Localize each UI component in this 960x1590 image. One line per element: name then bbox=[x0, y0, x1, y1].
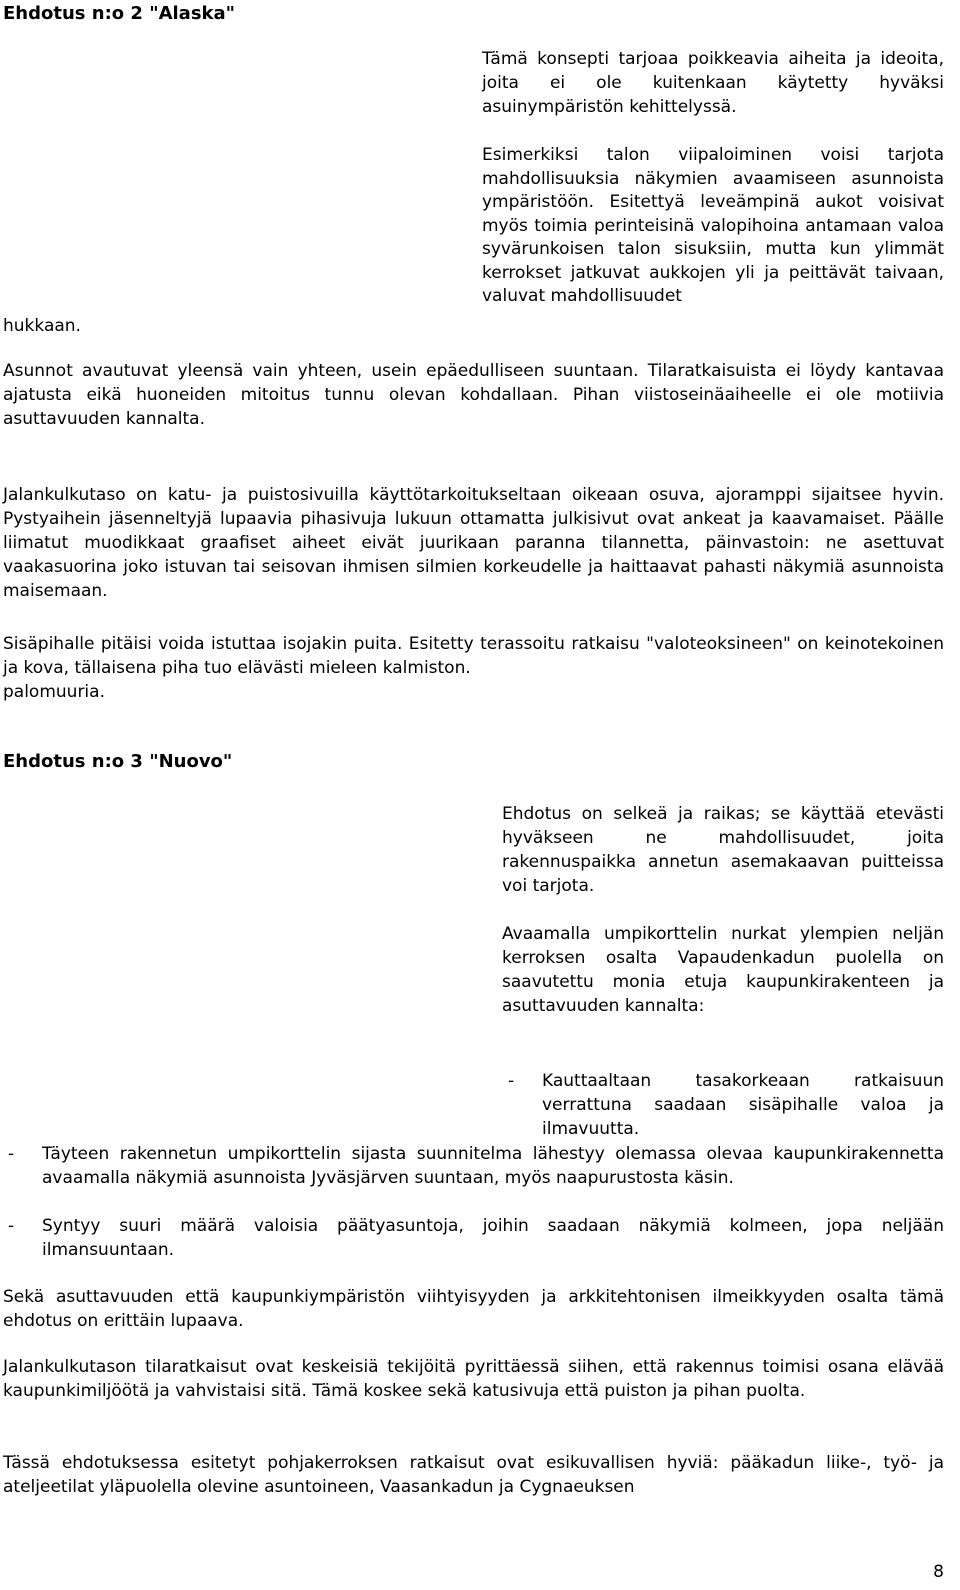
bullet-dash: - bbox=[508, 1071, 515, 1091]
page-number: 8 bbox=[933, 1562, 944, 1582]
paragraph-fragment: palomuuria. bbox=[3, 682, 105, 702]
paragraph: Ehdotus on selkeä ja raikas; se käyttää etevästi hyväkseen ne mahdollisuudet, joita rakennuspaikka annetun asemakaavan puitteissa voi tarjota. bbox=[502, 804, 944, 896]
paragraph: Sekä asuttavuuden että kaupunkiympäristön viihtyisyyden ja arkkitehtonisen ilmeikkyyden osalta tämä ehdotus on erittäin lupaava. bbox=[3, 1287, 944, 1331]
paragraph: Jalankulkutason tilaratkaisut ovat keskeisiä tekijöitä pyrittäessä siihen, että rakennus toimisi osana elävää kaupunkimiljöötä ja vahvistaisi sitä. Tämä koskee sekä katusivuja että puiston ja pihan puolta. bbox=[3, 1357, 944, 1401]
bullet-item bbox=[8, 1214, 944, 1262]
bullet-dash: - bbox=[8, 1144, 15, 1164]
bullet-item bbox=[508, 1069, 944, 1141]
paragraph-fragment: hukkaan. bbox=[3, 316, 81, 336]
bullet-text: Syntyy suuri määrä valoisia päätyasuntoja, joihin saadaan näkymiä kolmeen, jopa neljään ilmansuuntaan. bbox=[42, 1216, 944, 1260]
section-heading: Ehdotus n:o 2 "Alaska" bbox=[3, 3, 236, 24]
bullet-dash: - bbox=[8, 1216, 15, 1236]
paragraph: Esimerkiksi talon viipaloiminen voisi tarjota mahdollisuuksia näkymien avaamiseen asunnoista ympäristöön. Esitettyä leveämpinä aukot voisivat myös toimia perinteisinä valopihoina antamaan valoa syvärunkoisen talon sisuksiin, mutta kun ylimmät kerrokset jatkuvat aukkojen yli ja peittävät taivaan, valuvat mahdollisuudet bbox=[482, 145, 944, 306]
paragraph: Tässä ehdotuksessa esitetyt pohjakerroksen ratkaisut ovat esikuvallisen hyviä: pääkadun liike-, työ- ja ateljeetilat yläpuolella olevine asuntoineen, Vaasankadun ja Cygnaeuksen bbox=[3, 1453, 944, 1497]
paragraph: Asunnot avautuvat yleensä vain yhteen, usein epäedulliseen suuntaan. Tilaratkaisuista ei löydy kantavaa ajatusta eikä huoneiden mitoitus tunnu olevan kohdallaan. Pihan viistoseinäaiheelle ei ole motiivia asuttavuuden kannalta. bbox=[3, 361, 944, 429]
paragraph: Avaamalla umpikorttelin nurkat ylempien neljän kerroksen osalta Vapaudenkadun puolella on saavutettu monia etuja kaupunkirakenteen ja asuttavuuden kannalta: bbox=[502, 924, 944, 1016]
paragraph: Sisäpihalle pitäisi voida istuttaa isojakin puita. Esitetty terassoitu ratkaisu "valoteoksineen" on keinotekoinen ja kova, tällaisena piha tuo elävästi mieleen kalmiston. bbox=[3, 634, 944, 678]
bullet-text: Kauttaaltaan tasakorkeaan ratkaisuun verrattuna saadaan sisäpihalle valoa ja ilmavuutta. bbox=[542, 1071, 944, 1139]
bullet-text: Täyteen rakennetun umpikorttelin sijasta suunnitelma lähestyy olemassa olevaa kaupunkirakennetta avaamalla näkymiä asunnoista Jyväsjärven suuntaan, myös naapurustosta käsin. bbox=[42, 1144, 944, 1188]
section-heading: Ehdotus n:o 3 "Nuovo" bbox=[3, 751, 233, 772]
bullet-item bbox=[8, 1142, 944, 1190]
paragraph: Tämä konsepti tarjoaa poikkeavia aiheita ja ideoita, joita ei ole kuitenkaan käytetty hyväksi asuinympäristön kehittelyssä. bbox=[482, 49, 944, 117]
paragraph: Jalankulkutaso on katu- ja puistosivuilla käyttötarkoitukseltaan oikeaan osuva, ajoramppi sijaitsee hyvin. Pystyaihein jäsenneltyjä lupaavia pihasivuja lukuun ottamatta julkisivut ovat ankeat ja kaavamaiset. Päälle liimatut muodikkaat graafiset aiheet eivät juurikaan paranna tilannetta, päinvastoin: ne asettuvat vaakasuorina joko istuvan tai seisovan ihmisen silmien korkeudelle ja haittaavat pahasti näkymiä asunnoista maisemaan. bbox=[3, 485, 944, 601]
